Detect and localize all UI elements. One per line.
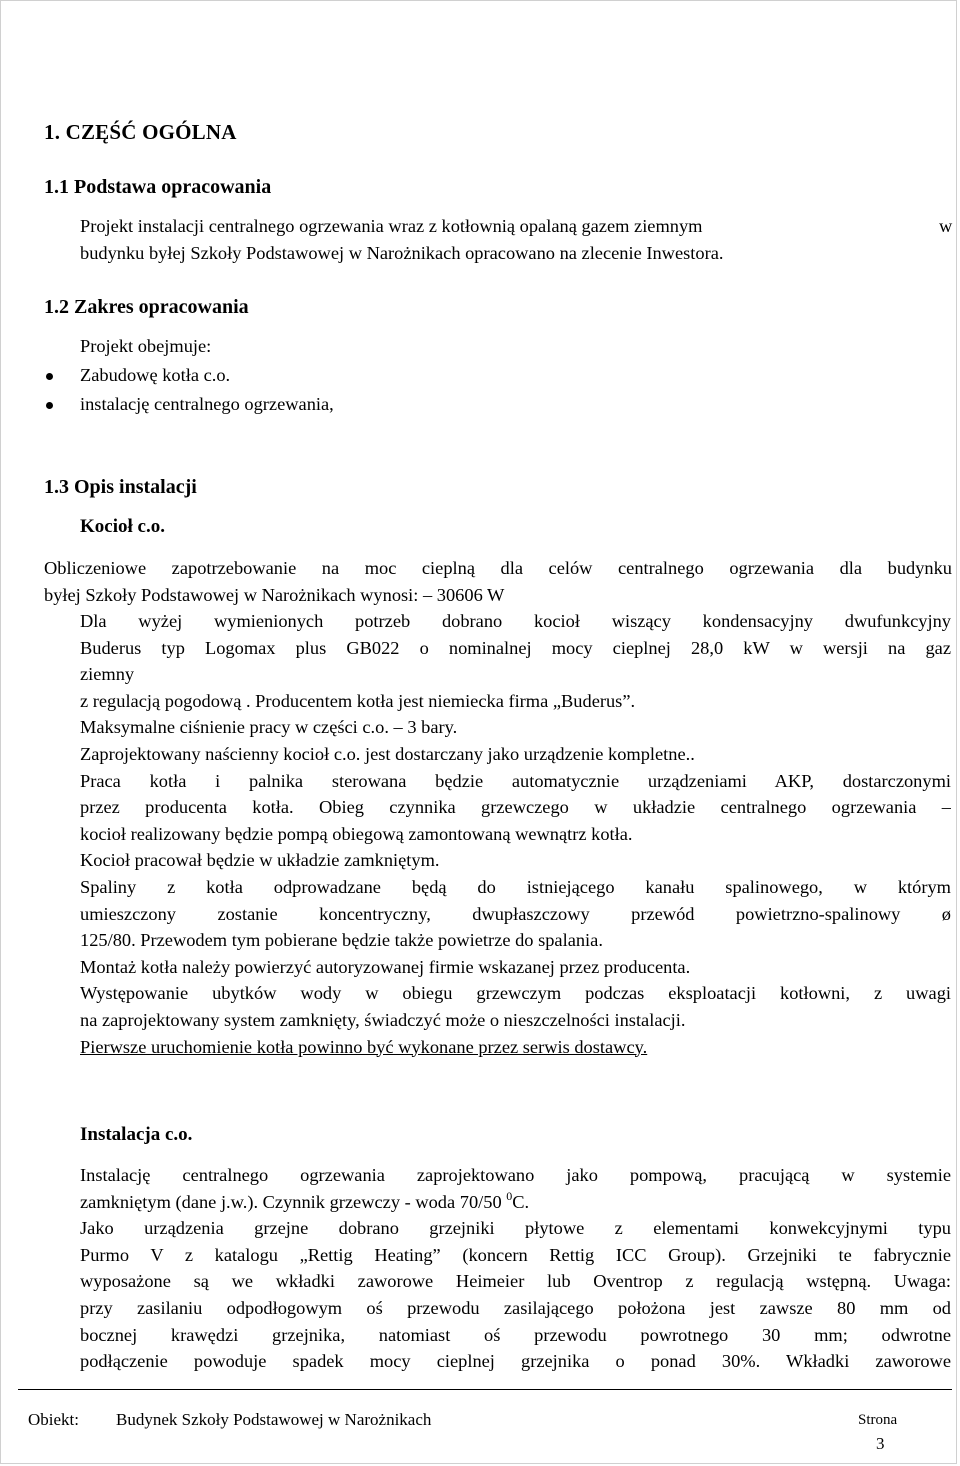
text-line (80, 1189, 951, 1216)
scope-intro: Projekt obejmuje: (80, 336, 212, 356)
text-line: podłączenie powoduje spadek mocy cieplnej grzejnika o ponad 30%. Wkładki zaworowe (80, 1351, 951, 1372)
section-1-1-line-2: budynku byłej Szkoły Podstawowej w Narożnikach opracowano na zlecenie Inwestora. (80, 243, 724, 263)
text-line: Purmo V z katalogu „Rettig Heating” (koncern Rettig ICC Group). Grzejniki te fabrycznie (80, 1244, 951, 1265)
text-line: Jako urządzenia grzejne dobrano grzejniki płytowe z elementami konwekcyjnymi typu (80, 1218, 951, 1239)
text-line: bocznej krawędzi grzejnika, natomiast oś przewodu powrotnego 30 mm; odwrotne (80, 1324, 951, 1345)
scope-item-2: instalację centralnego ogrzewania, (80, 394, 334, 414)
text-line: wyposażone są we wkładki zaworowe Heimeier lub Oventrop z regulacją wstępną. Uwaga: (80, 1271, 951, 1292)
text-fragment: C. (512, 1191, 530, 1212)
section-1-1-line-1: Projekt instalacji centralnego ogrzewania wraz z kotłownią opalaną gazem ziemnym (80, 216, 703, 236)
text-line: Obliczeniowe zapotrzebowanie na moc cieplną dla celów centralnego ogrzewania dla budynku (44, 558, 952, 578)
footer-page-label: Strona (858, 1412, 898, 1428)
text-line: Instalację centralnego ogrzewania zaprojektowano jako pompową, pracującą w systemie (80, 1165, 951, 1185)
text-line: z regulacją pogodową . Producentem kotła jest niemiecka firma „Buderus”. (80, 690, 636, 711)
text-line: Występowanie ubytków wody w obiegu grzewczym podczas eksploatacji kotłowni, z uwagi (80, 983, 951, 1004)
text-line-underlined: Pierwsze uruchomienie kotła powinno być wykonane przez serwis dostawcy. (80, 1036, 648, 1057)
text-line: ziemny (80, 664, 135, 685)
superscript: 0 (506, 1188, 513, 1203)
text-line: Dla wyżej wymienionych potrzeb dobrano kocioł wiszący kondensacyjny dwufunkcyjny (80, 611, 951, 631)
text-line: Zaprojektowany naścienny kocioł c.o. jest dostarczany jako urządzenie kompletne.. (80, 743, 695, 764)
bullet-icon (46, 373, 53, 380)
footer-object-value: Budynek Szkoły Podstawowej w Narożnikach (116, 1410, 432, 1429)
section-1-1-heading: 1.1 Podstawa opracowania (44, 176, 272, 198)
section-1-2-heading: 1.2 Zakres opracowania (44, 296, 249, 318)
text-line: przy zasilaniu odpodłogowym oś przewodu zasilającego położona jest zawsze 80 mm od (80, 1297, 951, 1318)
section-1-3-heading: 1.3 Opis instalacji (44, 476, 197, 498)
text-line: Praca kotła i palnika sterowana będzie automatycznie urządzeniami AKP, dostarczonymi (80, 770, 951, 791)
boiler-paragraph-1 (44, 555, 952, 608)
text-line: Kocioł pracował będzie w układzie zamkniętym. (80, 850, 440, 871)
footer-page-number: 3 (876, 1434, 885, 1453)
text-line: Maksymalne ciśnienie pracy w części c.o. – 3 bary. (80, 717, 458, 738)
text-line: byłej Szkoły Podstawowej w Narożnikach wynosi: – 30606 W (44, 584, 505, 605)
installation-heading: Instalacja c.o. (80, 1124, 193, 1145)
section-1-heading: 1. CZĘŚĆ OGÓLNA (44, 120, 237, 144)
scope-item-1: Zabudowę kotła c.o. (80, 365, 231, 385)
footer-object-label: Obiekt: (28, 1410, 79, 1429)
text-line: Spaliny z kotła odprowadzane będą do istniejącego kanału spalinowego, w którym (80, 876, 951, 897)
bullet-icon (46, 402, 53, 409)
text-line: na zaprojektowany system zamknięty, świadczyć może o nieszczelności instalacji. (80, 1009, 686, 1030)
footer-divider (18, 1389, 952, 1390)
text-fragment: zamkniętym (dane j.w.). Czynnik grzewczy - woda 70/50 (80, 1191, 507, 1212)
installation-paragraphs (80, 1162, 951, 1375)
text-line: 125/80. Przewodem tym pobierane będzie także powietrze do spalania. (80, 930, 603, 951)
text-line: przez producenta kotła. Obieg czynnika grzewczego w układzie centralnego ogrzewania – (80, 797, 951, 818)
boiler-paragraph-2 (80, 608, 951, 1060)
text-line: kocioł realizowany będzie pompą obiegową zamontowaną wewnątrz kotła. (80, 823, 633, 844)
boiler-subheading: Kocioł c.o. (80, 516, 165, 537)
text-line: umieszczony zostanie koncentryczny, dwupłaszczowy przewód powietrzno-spalinowy ø (80, 903, 951, 924)
text-line: Montaż kotła należy powierzyć autoryzowanej firmie wskazanej przez producenta. (80, 956, 691, 977)
text-line: Buderus typ Logomax plus GB022 o nominalnej mocy cieplnej 28,0 kW w wersji na gaz (80, 637, 951, 658)
section-1-1-line-1-end: w (939, 216, 953, 236)
